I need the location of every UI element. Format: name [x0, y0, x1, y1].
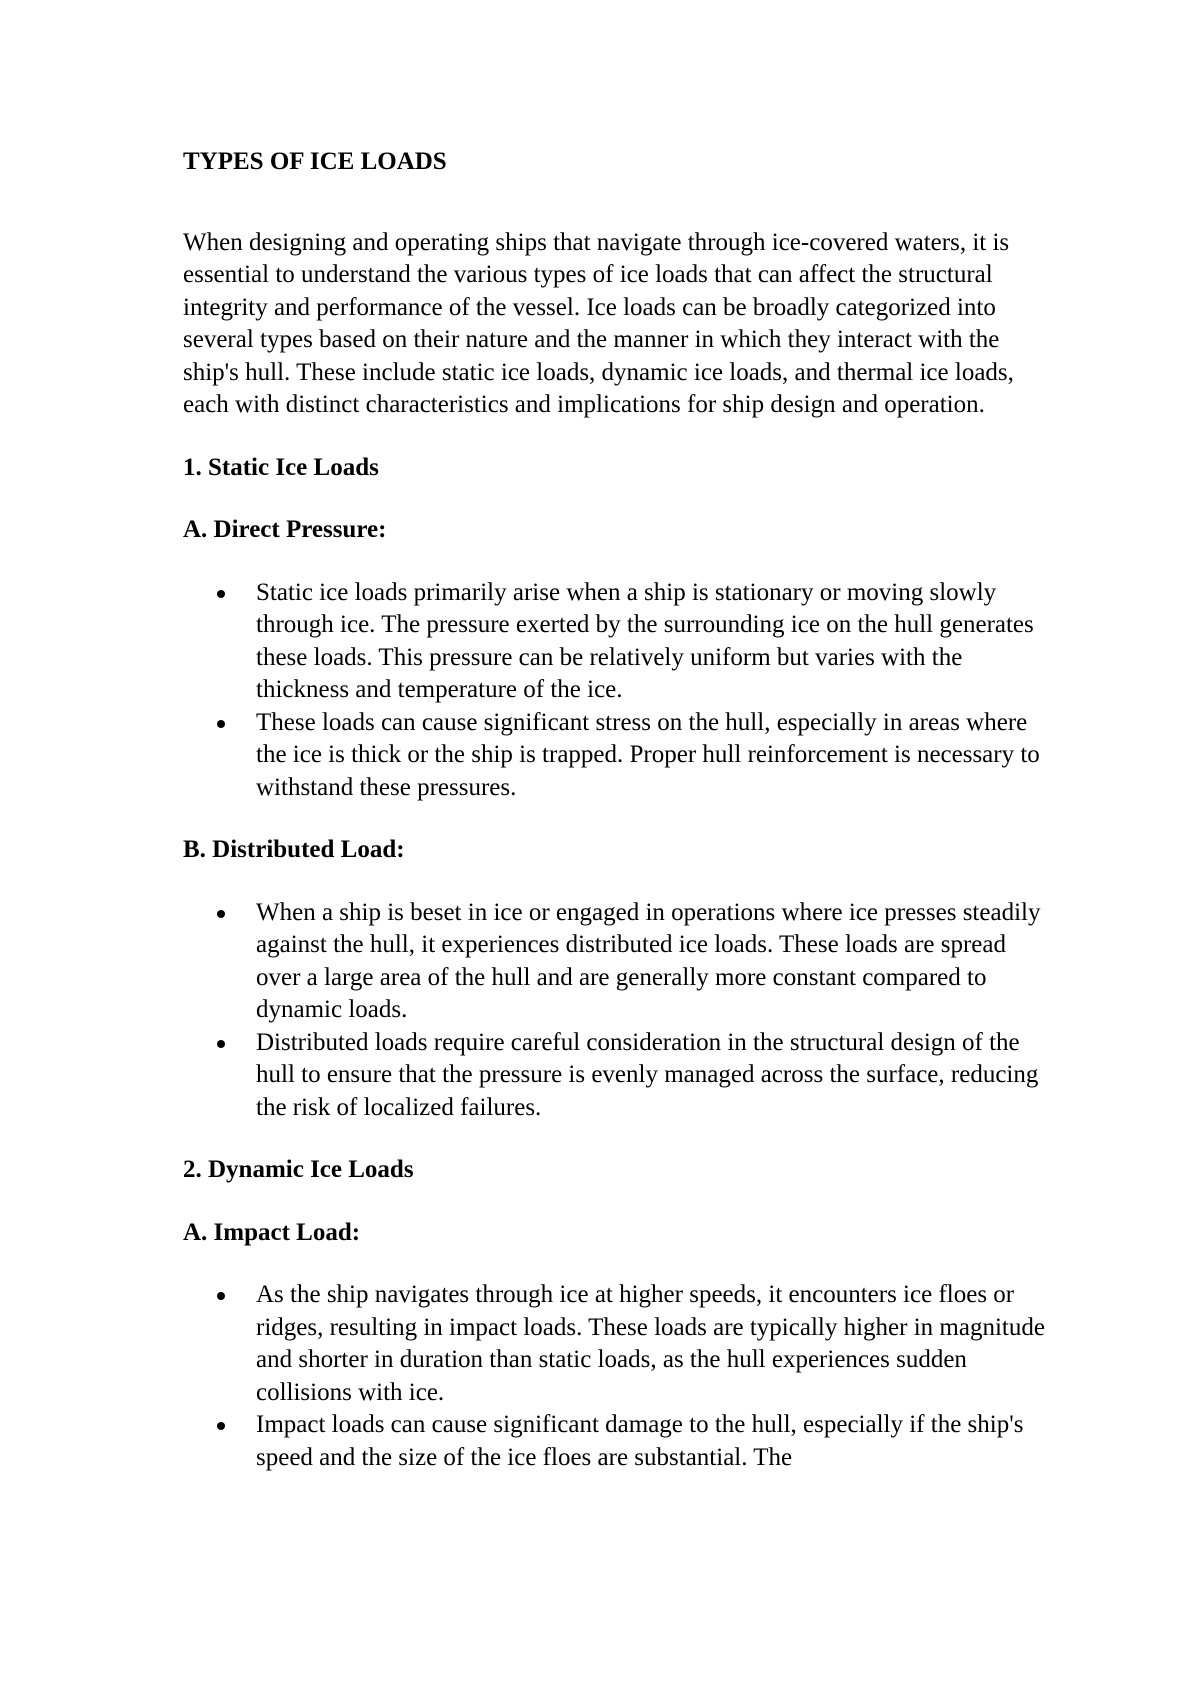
list-item: [183, 577, 1053, 707]
document-title: TYPES OF ICE LOADS: [183, 148, 447, 175]
bullet-icon: [217, 720, 225, 728]
document-body: [183, 146, 1053, 1504]
list-item-text: Impact loads can cause significant damage to the hull, especially if the ship's speed and the size of the ice floes are substantial. The: [256, 1411, 1024, 1471]
bullet-icon: [217, 1040, 225, 1048]
list-item-text: These loads can cause significant stress on the hull, especially in areas where the ice is thick or the ship is trapped. Proper hull reinforcement is necessary to withstand these pressures.: [256, 708, 1040, 801]
list-item-text: Distributed loads require careful consideration in the structural design of the hull to ensure that the pressure is evenly managed across the surface, reducing the risk of localized failures.: [256, 1028, 1039, 1121]
subsection-heading-impact-load: A. Impact Load:: [183, 1218, 361, 1246]
intro-paragraph: When designing and operating ships that navigate through ice-covered waters, it is essential to understand the various types of ice loads that can affect the structural integrity and performance of the vessel. Ice loads can be broadly categorized into several types based on their nature and the manner in which they interact with the ship's hull. These include static ice loads, dynamic ice loads, and thermal ice loads, each with distinct characteristics and implications for ship design and operation.: [183, 228, 1014, 418]
bullet-list-impact-load: [183, 1279, 1053, 1474]
subsection-heading-distributed-load: B. Distributed Load:: [183, 836, 405, 863]
section-heading-static-ice-loads: 1. Static Ice Loads: [183, 453, 379, 481]
bullet-icon: [217, 1292, 225, 1300]
list-item: [183, 1279, 1053, 1409]
bullet-icon: [217, 910, 225, 918]
list-item-text: Static ice loads primarily arise when a ship is stationary or moving slowly through ice. The pressure exerted by the surrounding ice on the hull generates these loads. This pressure can be relatively uniform but varies with the thickness and temperature of the ice.: [256, 578, 1034, 703]
list-item: [183, 897, 1053, 1027]
bullet-icon: [217, 1422, 225, 1430]
section-heading-dynamic-ice-loads: 2. Dynamic Ice Loads: [183, 1156, 414, 1183]
list-item: [183, 1027, 1053, 1125]
list-item-text: When a ship is beset in ice or engaged in operations where ice presses steadily against the hull, it experiences distributed ice loads. These loads are spread over a large area of the hull and are generally more constant compared to dynamic loads.: [256, 898, 1041, 1023]
bullet-list-direct-pressure: [183, 577, 1053, 805]
list-item: [183, 1409, 1053, 1474]
bullet-list-distributed-load: [183, 897, 1053, 1125]
list-item-text: As the ship navigates through ice at higher speeds, it encounters ice floes or ridges, resulting in impact loads. These loads are typically higher in magnitude and shorter in duration than static loads, as the hull experiences sudden collisions with ice.: [256, 1281, 1045, 1406]
bullet-icon: [217, 590, 225, 598]
list-item: [183, 707, 1053, 805]
subsection-heading-direct-pressure: A. Direct Pressure:: [183, 516, 387, 543]
